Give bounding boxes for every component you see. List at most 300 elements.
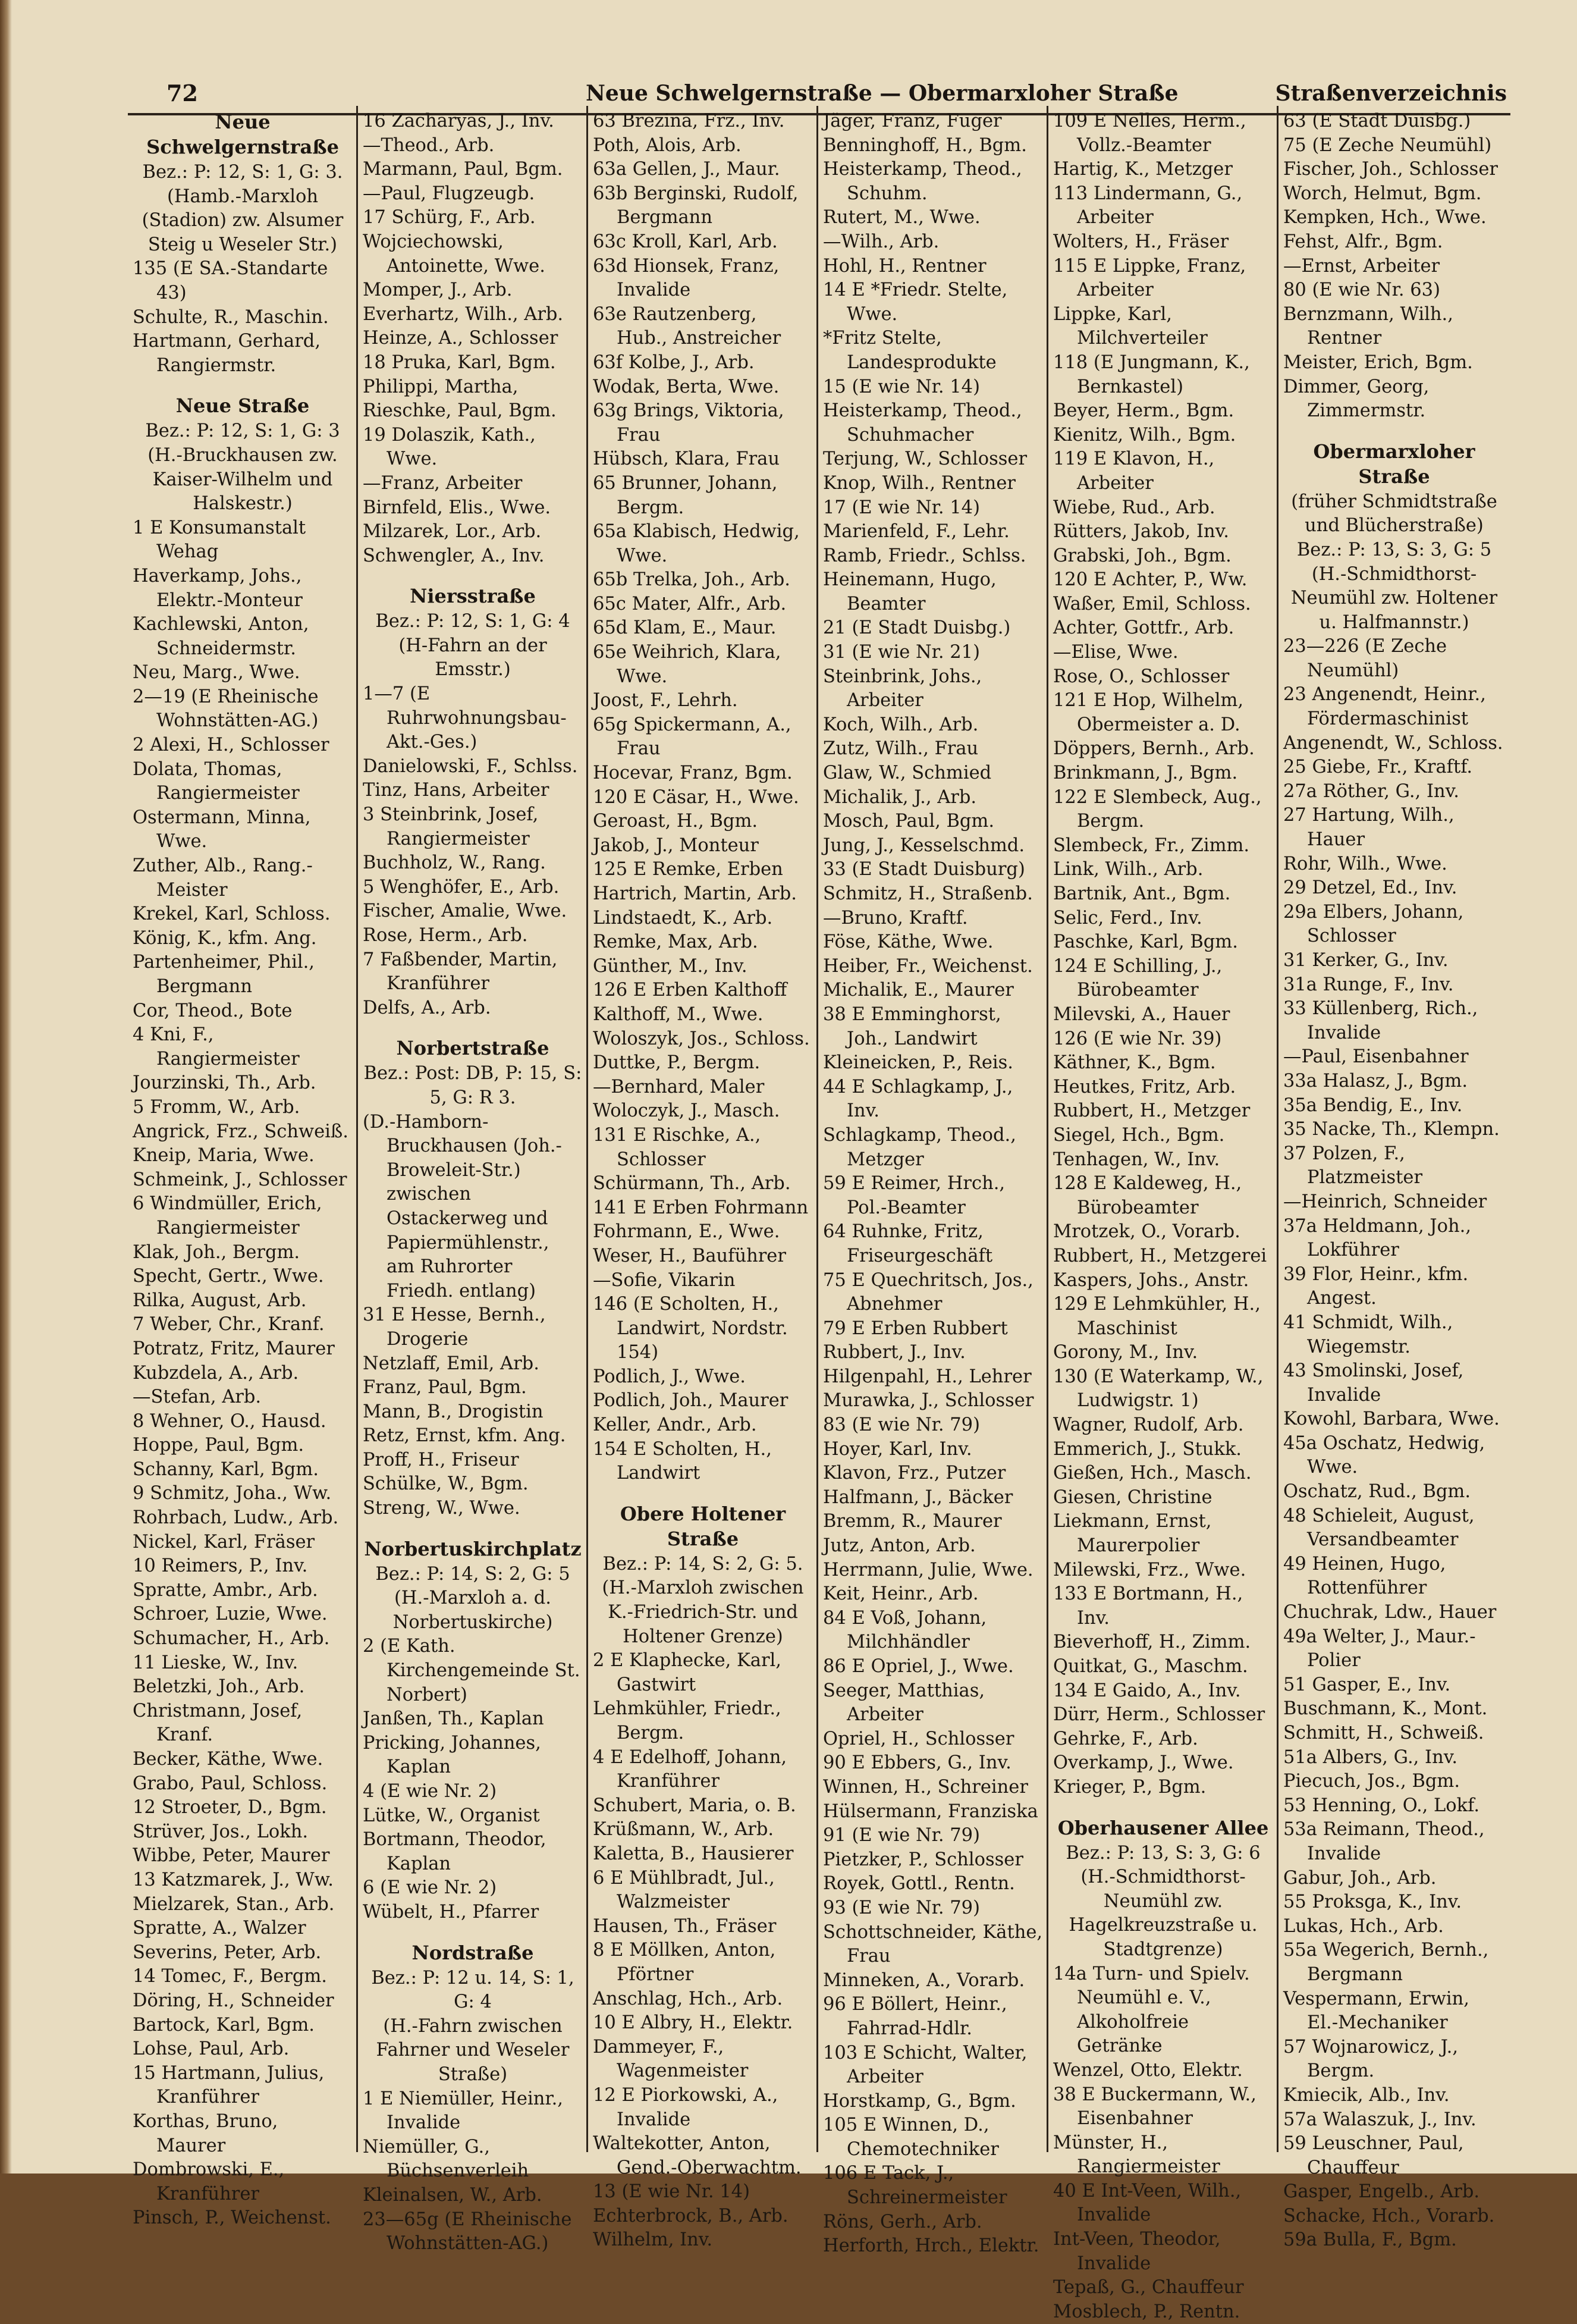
resident-entry: Hoppe, Paul, Bgm.: [133, 1435, 304, 1456]
resident-entry: Korthas, Bruno, Maurer: [133, 2110, 278, 2156]
resident-entry: Wagner, Rudolf, Arb.: [1053, 1415, 1244, 1436]
resident-entry: Schroer, Luzie, Wwe.: [133, 1604, 328, 1625]
resident-entry: 63 Brezina, Frz., Inv.: [593, 111, 785, 131]
resident-entry: 53 Henning, O., Lokf.: [1283, 1795, 1480, 1816]
resident-entry: Woloczyk, J., Masch.: [593, 1100, 780, 1122]
street-heading-niersstrasse: Niersstraße: [410, 585, 536, 608]
resident-entry: Keit, Heinr., Arb.: [823, 1583, 979, 1605]
resident-entry: Grabo, Paul, Schloss.: [133, 1773, 328, 1794]
resident-entry: Schmitz, H., Straßenb.: [823, 883, 1033, 904]
resident-entry: 65c Mater, Alfr., Arb.: [593, 593, 787, 614]
directory-column-1: [128, 106, 358, 2229]
resident-entry: Schulte, R., Maschin.: [133, 306, 329, 328]
resident-entry: 8 Wehner, O., Hausd.: [133, 1410, 326, 1432]
resident-entry: Int-Veen, Theodor, Invalide: [1053, 2229, 1221, 2274]
resident-entry: Heinze, A., Schlosser: [363, 328, 558, 349]
directory-column-6: [1278, 106, 1509, 2251]
resident-entry: Bartock, Karl, Bgm.: [133, 2014, 315, 2036]
resident-entry: 17 Schürg, F., Arb.: [363, 207, 536, 228]
resident-entry: Severins, Peter, Arb.: [133, 1942, 322, 1963]
resident-entry: 39 Flor, Heinr., kfm. Angest.: [1283, 1263, 1469, 1309]
resident-entry: Seeger, Matthias, Arbeiter: [823, 1680, 985, 1726]
resident-entry: 23—226 (E Zeche Neumühl): [1283, 636, 1447, 681]
resident-entry: 12 Stroeter, D., Bgm.: [133, 1797, 327, 1818]
resident-entry: 63f Kolbe, J., Arb.: [593, 352, 755, 373]
resident-entry: —Bernhard, Maler: [593, 1076, 765, 1097]
street-heading-oberhausener-allee: Oberhausener Allee: [1057, 1816, 1269, 1839]
resident-entry: Herrmann, Julie, Wwe.: [823, 1559, 1033, 1580]
resident-entry: 4 (E wie Nr. 2): [363, 1781, 497, 1802]
resident-entry: Döring, H., Schneider: [133, 1990, 334, 2011]
directory-column-2: [358, 106, 588, 2254]
resident-entry: Hohl, H., Rentner: [823, 255, 987, 277]
resident-entry: 31 (E wie Nr. 21): [823, 642, 980, 663]
street-info: (H.-Fahrn zwischen Fahrner und Weseler Straße): [376, 2015, 570, 2085]
resident-entry: Knop, Wilh., Rentner: [823, 472, 1016, 494]
resident-entry: 6 E Mühlbradt, Jul., Walzmeister: [593, 1867, 775, 1913]
resident-entry: Franz, Paul, Bgm.: [363, 1377, 527, 1398]
resident-entry: Becker, Käthe, Wwe.: [133, 1749, 323, 1770]
resident-entry: Emmerich, J., Stukk.: [1053, 1438, 1242, 1460]
resident-entry: 59 E Reimer, Hrch., Pol.-Beamter: [823, 1173, 1006, 1218]
resident-entry: Hilgenpahl, H., Lehrer: [823, 1366, 1032, 1387]
resident-entry: Milewski, Frz., Wwe.: [1053, 1559, 1246, 1580]
resident-entry: Rohrbach, Ludw., Arb.: [133, 1507, 339, 1529]
resident-entry: Lehmkühler, Friedr., Bergm.: [593, 1698, 781, 1743]
resident-entry: Fischer, Amalie, Wwe.: [363, 901, 567, 922]
resident-entry: Rubbert, H., Metzger: [1053, 1100, 1251, 1122]
resident-entry: Cor, Theod., Bote: [133, 1000, 293, 1021]
resident-entry: 1 E Niemüller, Heinr., Invalide: [363, 2088, 563, 2134]
resident-entry: Delfs, A., Arb.: [363, 997, 491, 1018]
resident-entry: 2 E Klaphecke, Karl, Gastwirt: [593, 1650, 782, 1695]
resident-entry: 55 Proksga, K., Inv.: [1283, 1892, 1462, 1913]
resident-entry: 131 E Rischke, A., Schlosser: [593, 1124, 761, 1170]
resident-entry: Heinemann, Hugo, Beamter: [823, 569, 997, 614]
resident-entry: Herforth, Hrch., Elektr.: [823, 2235, 1039, 2257]
resident-entry: Zutz, Wilh., Frau: [823, 738, 979, 760]
resident-entry: Lukas, Hch., Arb.: [1283, 1915, 1444, 1937]
resident-entry: Jäger, Franz, Fuger: [823, 111, 1002, 131]
resident-entry: 63a Gellen, J., Maur.: [593, 159, 780, 180]
street-info: (H.-Bruckhausen zw. Kaiser-Wilhelm und Halskestr.): [147, 444, 338, 515]
resident-entry: Spratte, A., Walzer: [133, 1918, 306, 1939]
resident-entry: 15 (E wie Nr. 14): [823, 376, 980, 397]
resident-entry: Tepaß, G., Chauffeur: [1053, 2277, 1244, 2298]
resident-entry: Bremm, R., Maurer: [823, 1511, 1002, 1532]
resident-entry: 133 E Bortmann, H., Inv.: [1053, 1583, 1243, 1629]
resident-entry: Hausen, Th., Fräser: [593, 1915, 777, 1937]
resident-entry: 7 Weber, Chr., Kranf.: [133, 1314, 325, 1335]
resident-entry: *Fritz Stelte, Landesprodukte: [823, 328, 997, 373]
resident-entry: 6 (E wie Nr. 2): [363, 1877, 497, 1899]
resident-entry: Janßen, Th., Kaplan: [363, 1708, 544, 1730]
resident-entry: 33 (E Stadt Duisburg): [823, 859, 1025, 880]
resident-entry: Proff, H., Friseur: [363, 1449, 519, 1470]
resident-entry: Zuther, Alb., Rang.-Meister: [133, 855, 313, 901]
resident-entry: 53a Reimann, Theod., Invalide: [1283, 1819, 1485, 1864]
resident-entry: Günther, M., Inv.: [593, 955, 747, 977]
resident-entry: Pricking, Johannes, Kaplan: [363, 1732, 541, 1778]
resident-entry: Schürmann, Th., Arb.: [593, 1173, 791, 1194]
resident-entry: 51a Albers, G., Inv.: [1283, 1746, 1458, 1768]
street-info: Bez.: P: 14, S: 2, G: 5: [375, 1563, 570, 1585]
resident-entry: Kalthoff, M., Wwe.: [593, 1003, 764, 1025]
resident-entry: 57a Walaszuk, J., Inv.: [1283, 2109, 1477, 2130]
resident-entry: 124 E Schilling, J., Bürobeamter: [1053, 955, 1223, 1001]
resident-entry: Mann, B., Drogistin: [363, 1401, 544, 1422]
resident-entry: Rohr, Wilh., Wwe.: [1283, 853, 1447, 874]
resident-entry: 14a Turn- und Spielv. Neumühl e. V., Alkoholfreie Getränke: [1053, 1963, 1250, 2057]
resident-entry: 31a Runge, F., Inv.: [1283, 974, 1454, 995]
resident-entry: Fohrmann, E., Wwe.: [593, 1221, 780, 1243]
resident-entry: Jung, J., Kesselschmd.: [823, 835, 1025, 856]
resident-entry: Kmiecik, Alb., Inv.: [1283, 2084, 1450, 2106]
resident-entry: 35a Bendig, E., Inv.: [1283, 1094, 1463, 1116]
resident-entry: Waßer, Emil, Schloss.: [1053, 593, 1251, 614]
resident-entry: Kienitz, Wilh., Bgm.: [1053, 424, 1236, 446]
resident-entry: 65a Klabisch, Hedwig, Wwe.: [593, 521, 800, 566]
resident-entry: Steinbrink, Johs., Arbeiter: [823, 666, 982, 711]
resident-entry: Ramb, Friedr., Schlss.: [823, 545, 1026, 566]
resident-entry: Momper, J., Arb.: [363, 280, 513, 301]
resident-entry: Slembeck, Fr., Zimm.: [1053, 835, 1250, 856]
resident-entry: Rutert, M., Wwe.: [823, 207, 981, 228]
resident-entry: Rose, O., Schlosser: [1053, 666, 1230, 687]
resident-entry: Schülke, W., Bgm.: [363, 1473, 529, 1495]
resident-entry: Murawka, J., Schlosser: [823, 1390, 1034, 1412]
resident-entry: Podlich, J., Wwe.: [593, 1366, 746, 1387]
resident-entry: 11 Lieske, W., Inv.: [133, 1652, 299, 1673]
resident-entry: Gehrke, F., Arb.: [1053, 1728, 1198, 1749]
resident-entry: Dombrowski, E., Kranführer: [133, 2159, 285, 2204]
resident-entry: 91 (E wie Nr. 79): [823, 1825, 980, 1846]
resident-entry: Koch, Wilh., Arb.: [823, 714, 979, 735]
resident-entry: 109 E Nelles, Herm., Vollz.-Beamter: [1053, 111, 1246, 156]
resident-entry: Strüver, Jos., Lokh.: [133, 1821, 309, 1842]
resident-entry: Neu, Marg., Wwe.: [133, 662, 300, 683]
directory-column-4: [818, 106, 1048, 2257]
resident-entry: Schumacher, H., Arb.: [133, 1628, 330, 1649]
resident-entry: Bernzmann, Wilh., Rentner: [1283, 303, 1453, 349]
resident-entry: 8 E Möllken, Anton, Pförtner: [593, 1940, 776, 1985]
resident-entry: Dammeyer, F., Wagenmeister: [593, 2036, 749, 2082]
street-info: Bez.: Post: DB, P: 15, S: 5, G: R 3.: [363, 1063, 582, 1108]
resident-entry: 6 Windmüller, Erich, Rangiermeister: [133, 1193, 322, 1238]
street-heading-obermarxloher-strasse: Obermarxloher Straße: [1313, 440, 1475, 488]
resident-entry: Röns, Gerh., Arb.: [823, 2211, 982, 2232]
resident-entry: 48 Schieleit, August, Versandbeamter: [1283, 1505, 1475, 1551]
resident-entry: 57 Wojnarowicz, J., Bergm.: [1283, 2036, 1459, 2082]
resident-entry: Achter, Gottfr., Arb.: [1053, 617, 1234, 639]
resident-entry: 14 Tomec, F., Bergm.: [133, 1966, 327, 1987]
resident-entry: Beyer, Herm., Bgm.: [1053, 400, 1234, 422]
resident-entry: Bieverhoff, H., Zimm.: [1053, 1632, 1251, 1653]
resident-entry: Potratz, Fritz, Maurer: [133, 1338, 335, 1359]
resident-entry: Royek, Gottl., Rentn.: [823, 1873, 1015, 1895]
resident-entry: Wodak, Berta, Wwe.: [593, 376, 780, 397]
resident-entry: Oschatz, Rud., Bgm.: [1283, 1481, 1471, 1503]
resident-entry: 27 Hartung, Wilh., Hauer: [1283, 805, 1455, 851]
resident-entry: Podlich, Joh., Maurer: [593, 1390, 788, 1412]
resident-entry: Michalik, J., Arb.: [823, 786, 977, 808]
resident-entry: 63d Hionsek, Franz, Invalide: [593, 255, 780, 301]
street-info: Bez.: P: 14, S: 2, G: 5.: [602, 1553, 803, 1575]
resident-entry: Haverkamp, Johs., Elektr.-Monteur: [133, 565, 303, 611]
resident-entry: Buchholz, W., Rang.: [363, 852, 546, 874]
resident-entry: Overkamp, J., Wwe.: [1053, 1752, 1234, 1774]
resident-entry: 125 E Remke, Erben: [593, 859, 783, 880]
resident-entry: 119 E Klavon, H., Arbeiter: [1053, 449, 1215, 494]
resident-entry: Klak, Joh., Bergm.: [133, 1241, 300, 1263]
resident-entry: Hartig, K., Metzger: [1053, 159, 1233, 180]
resident-entry: 141 E Erben Fohrmann: [593, 1197, 809, 1218]
resident-entry: Lippke, Karl, Milchverteiler: [1053, 303, 1208, 349]
resident-entry: Vespermann, Erwin, El.-Mechaniker: [1283, 1988, 1469, 2034]
resident-entry: Föse, Käthe, Wwe.: [823, 932, 994, 953]
resident-entry: 129 E Lehmkühler, H., Maschinist: [1053, 1294, 1261, 1339]
resident-entry: 31 Kerker, G., Inv.: [1283, 950, 1449, 971]
resident-entry: (D.-Hamborn-Bruckhausen (Joh.-Broweleit-Str.) zwischen Ostackerweg und Papiermühlenstr., am Ruhrorter Friedh. entlang): [363, 1111, 562, 1301]
resident-entry: 126 E Erben Kalthoff: [593, 980, 787, 1001]
resident-entry: König, K., kfm. Ang.: [133, 927, 317, 949]
resident-entry: 55a Wegerich, Bernh., Bergmann: [1283, 1940, 1489, 1985]
resident-entry: 49a Welter, J., Maur.-Polier: [1283, 1626, 1476, 1671]
resident-entry: —Franz, Arbeiter: [363, 472, 523, 494]
resident-entry: Benninghoff, H., Bgm.: [823, 134, 1027, 156]
resident-entry: 12 E Piorkowski, A., Invalide: [593, 2084, 778, 2130]
resident-entry: 29 Detzel, Ed., Inv.: [1283, 877, 1457, 899]
resident-entry: 10 E Albry, H., Elektr.: [593, 2012, 793, 2034]
resident-entry: 51 Gasper, E., Inv.: [1283, 1674, 1451, 1695]
resident-entry: Schmitt, H., Schweiß.: [1283, 1723, 1484, 1743]
resident-entry: Philippi, Martha,: [363, 376, 519, 397]
resident-entry: 1 E Konsumanstalt Wehag: [133, 517, 306, 563]
resident-entry: Schubert, Maria, o. B.: [593, 1795, 796, 1816]
resident-entry: 4 E Edelhoff, Johann, Kranführer: [593, 1746, 787, 1792]
resident-entry: 10 Reimers, P., Inv.: [133, 1555, 308, 1577]
resident-entry: Partenheimer, Phil., Bergmann: [133, 952, 315, 997]
resident-entry: 25 Giebe, Fr., Kraftf.: [1283, 757, 1473, 778]
resident-entry: 63 (E Stadt Duisbg.): [1283, 111, 1471, 131]
street-info: (Hamb.-Marxloh (Stadion) zw. Alsumer Steig u Weseler Str.): [142, 186, 344, 255]
resident-entry: Halfmann, J., Bäcker: [823, 1486, 1013, 1508]
resident-entry: 121 E Hop, Wilhelm, Obermeister a. D.: [1053, 690, 1244, 735]
resident-entry: 75 E Quechritsch, Jos., Abnehmer: [823, 1269, 1033, 1315]
street-heading-norbertuskirchplatz: Norbertuskirchplatz: [364, 1537, 582, 1560]
street-info: Bez.: P: 12, S: 1, G: 4: [375, 611, 570, 632]
resident-entry: Danielowski, F., Schlss.: [363, 755, 578, 777]
resident-entry: Weser, H., Bauführer: [593, 1245, 786, 1266]
resident-entry: —Theod., Arb.: [363, 134, 495, 156]
page-edge: [0, 0, 12, 2174]
resident-entry: Dolata, Thomas, Rangiermeister: [133, 758, 300, 804]
resident-entry: Gorony, M., Inv.: [1053, 1342, 1198, 1363]
resident-entry: 122 E Slembeck, Aug., Bergm.: [1053, 786, 1262, 832]
resident-entry: Piecuch, Jos., Bgm.: [1283, 1771, 1460, 1792]
resident-entry: 15 Hartmann, Julius, Kranführer: [133, 2062, 325, 2108]
resident-entry: 103 E Schicht, Walter, Arbeiter: [823, 2042, 1028, 2088]
resident-entry: 2 (E Kath. Kirchengemeinde St. Norbert): [363, 1636, 580, 1705]
resident-entry: 23 Angenendt, Heinr., Fördermaschinist: [1283, 684, 1486, 730]
resident-entry: Jutz, Anton, Arb.: [823, 1535, 976, 1557]
resident-entry: Terjung, W., Schlosser: [823, 449, 1028, 470]
resident-entry: Milevski, A., Hauer: [1053, 1003, 1230, 1025]
directory-column-3: [588, 106, 818, 2251]
street-range: Neue Schwelgernstraße — Obermarxloher Straße: [586, 81, 1179, 106]
resident-entry: Opriel, H., Schlosser: [823, 1728, 1014, 1749]
resident-entry: Kachlewski, Anton, Schneidermstr.: [133, 614, 309, 659]
resident-entry: Michalik, E., Maurer: [823, 980, 1014, 1001]
resident-entry: Ostermann, Minna, Wwe.: [133, 807, 311, 852]
resident-entry: Marmann, Paul, Bgm.: [363, 159, 563, 180]
resident-entry: Paschke, Karl, Bgm.: [1053, 932, 1238, 953]
resident-entry: 86 E Opriel, J., Wwe.: [823, 1656, 1014, 1677]
resident-entry: 59 Leuschner, Paul, Chauffeur: [1283, 2133, 1464, 2178]
resident-entry: Rubbert, J., Inv.: [823, 1342, 966, 1363]
resident-entry: 17 (E wie Nr. 14): [823, 497, 980, 518]
resident-entry: Bartnik, Ant., Bgm.: [1053, 883, 1231, 904]
resident-entry: Grabski, Joh., Bgm.: [1053, 545, 1232, 566]
resident-entry: Birnfeld, Elis., Wwe.: [363, 497, 551, 518]
resident-entry: 113 Lindermann, G., Arbeiter: [1053, 183, 1243, 228]
resident-entry: Siegel, Hch., Bgm.: [1053, 1124, 1225, 1146]
resident-entry: Jourzinski, Th., Arb.: [133, 1072, 316, 1094]
resident-entry: 44 E Schlagkamp, J., Inv.: [823, 1076, 1013, 1122]
resident-entry: Christmann, Josef, Kranf.: [133, 1700, 303, 1746]
resident-entry: 118 (E Jungmann, K., Bernkastel): [1053, 352, 1250, 397]
resident-entry: Heisterkamp, Theod., Schuhm.: [823, 159, 1022, 204]
resident-entry: Hartrich, Martin, Arb.: [593, 883, 797, 904]
resident-entry: Schlagkamp, Theod., Metzger: [823, 1124, 1016, 1170]
resident-entry: 38 E Emminghorst, Joh., Landwirt: [823, 1003, 1001, 1049]
resident-entry: Fehst, Alfr., Bgm.: [1283, 231, 1443, 252]
resident-entry: 33a Halasz, J., Bgm.: [1283, 1070, 1468, 1092]
resident-entry: Mosblech, P., Rentn.: [1053, 2301, 1240, 2322]
resident-entry: 1—7 (E Ruhrwohnungsbau-Akt.-Ges.): [363, 683, 567, 753]
street-heading-neue-schwelgernstrasse: Neue Schwelgernstraße: [146, 111, 339, 158]
resident-entry: 2 Alexi, H., Schlosser: [133, 735, 329, 756]
resident-entry: Wolters, H., Fräser: [1053, 231, 1229, 252]
resident-entry: Schanny, Karl, Bgm.: [133, 1459, 319, 1480]
street-info: (H.-Marxloh zwischen K.-Friedrich-Str. und Holtener Grenze): [602, 1577, 804, 1647]
resident-entry: 134 E Gaido, A., Inv.: [1053, 1680, 1241, 1701]
resident-entry: Mrotzek, O., Vorarb.: [1053, 1221, 1240, 1243]
resident-entry: Kleinalsen, W., Arb.: [363, 2184, 542, 2206]
resident-entry: 41 Schmidt, Wilh., Wiegemstr.: [1283, 1312, 1453, 1357]
resident-entry: Wojciechowski, Antoinette, Wwe.: [363, 231, 545, 277]
resident-entry: 2—19 (E Rheinische Wohnstätten-AG.): [133, 686, 319, 732]
resident-entry: Keller, Andr., Arb.: [593, 1415, 757, 1436]
resident-entry: Rieschke, Paul, Bgm.: [363, 400, 557, 422]
resident-entry: 31 E Hesse, Bernh., Drogerie: [363, 1304, 546, 1350]
resident-entry: Bortmann, Theodor, Kaplan: [363, 1829, 546, 1874]
resident-entry: Käthner, K., Bgm.: [1053, 1052, 1216, 1074]
resident-entry: Tinz, Hans, Arbeiter: [363, 780, 549, 801]
resident-entry: Klavon, Frz., Putzer: [823, 1463, 1006, 1484]
resident-entry: 106 E Tack, J., Schreinermeister: [823, 2163, 1007, 2209]
resident-entry: 13 Katzmarek, J., Ww.: [133, 1869, 334, 1890]
resident-entry: Hülsermann, Franziska: [823, 1801, 1038, 1822]
resident-entry: 146 (E Scholten, H., Landwirt, Nordstr. 154): [593, 1294, 788, 1363]
street-info: (H.-Schmidthorst-Neumühl zw. Holtener u. Halfmannstr.): [1290, 563, 1498, 633]
resident-entry: 19 Dolaszik, Kath., Wwe.: [363, 424, 536, 470]
resident-entry: 4 Kni, F., Rangiermeister: [133, 1024, 300, 1070]
resident-entry: Jakob, J., Monteur: [593, 835, 759, 856]
resident-entry: Rubbert, H., Metzgerei: [1053, 1245, 1267, 1266]
resident-entry: 115 E Lippke, Franz, Arbeiter: [1053, 255, 1246, 301]
street-info: Bez.: P: 13, S: 3, G: 5: [1296, 539, 1492, 560]
resident-entry: Schacke, Hch., Vorarb.: [1283, 2205, 1495, 2226]
resident-entry: Angrick, Frz., Schweiß.: [133, 1121, 348, 1142]
resident-entry: 5 Wenghöfer, E., Arb.: [363, 876, 560, 898]
resident-entry: 43 Smolinski, Josef, Invalide: [1283, 1360, 1464, 1406]
resident-entry: 65d Klam, E., Maur.: [593, 617, 777, 639]
resident-entry: Rose, Herm., Arb.: [363, 925, 528, 946]
resident-entry: 90 E Ebbers, G., Inv.: [823, 1752, 1011, 1774]
resident-entry: 93 (E wie Nr. 79): [823, 1897, 980, 1918]
resident-entry: 80 (E wie Nr. 63): [1283, 280, 1440, 301]
directory-columns: [128, 106, 1510, 2322]
resident-entry: Netzlaff, Emil, Arb.: [363, 1353, 539, 1374]
resident-entry: —Stefan, Arb.: [133, 1387, 262, 1408]
resident-entry: Joost, F., Lehrh.: [593, 690, 738, 711]
resident-entry: Mielzarek, Stan., Arb.: [133, 1893, 335, 1915]
resident-entry: 35 Nacke, Th., Klempn.: [1283, 1119, 1500, 1140]
resident-entry: Schwengler, A., Inv.: [363, 545, 545, 566]
resident-entry: Wübelt, H., Pfarrer: [363, 1901, 539, 1922]
resident-entry: Wibbe, Peter, Maurer: [133, 1845, 330, 1867]
resident-entry: Hartmann, Gerhard, Rangiermstr.: [133, 331, 321, 376]
resident-entry: 65g Spickermann, A., Frau: [593, 714, 791, 760]
resident-entry: 13 (E wie Nr. 14): [593, 2181, 750, 2203]
resident-entry: Niemüller, G., Büchsenverleih: [363, 2136, 529, 2182]
resident-entry: Kleineicken, P., Reis.: [823, 1052, 1013, 1074]
resident-entry: —Heinrich, Schneider: [1283, 1191, 1487, 1212]
resident-entry: Lütke, W., Organist: [363, 1805, 540, 1826]
street-heading-norbertstrasse: Norbertstraße: [396, 1037, 549, 1060]
street-heading-nordstrasse: Nordstraße: [411, 1941, 534, 1964]
resident-entry: 5 Fromm, W., Arb.: [133, 1096, 300, 1118]
resident-entry: Everhartz, Wilh., Arb.: [363, 303, 564, 325]
resident-entry: Heutkes, Fritz, Arb.: [1053, 1076, 1236, 1097]
resident-entry: Gabur, Joh., Arb.: [1283, 1867, 1437, 1889]
resident-entry: 84 E Voß, Johann, Milchhändler: [823, 1607, 987, 1653]
resident-entry: Pietzker, P., Schlosser: [823, 1849, 1023, 1870]
resident-entry: 64 Ruhnke, Fritz, Friseurgeschäft: [823, 1221, 993, 1266]
resident-entry: Rütters, Jakob, Inv.: [1053, 521, 1229, 542]
resident-entry: 79 E Erben Rubbert: [823, 1318, 1008, 1339]
resident-entry: 128 E Kaldeweg, H., Bürobeamter: [1053, 1173, 1242, 1218]
resident-entry: Lohse, Paul, Arb.: [133, 2038, 290, 2060]
resident-entry: Kubzdela, A., Arb.: [133, 1362, 299, 1384]
resident-entry: Tenhagen, W., Inv.: [1053, 1149, 1220, 1170]
resident-entry: 65b Trelka, Joh., Arb.: [593, 569, 790, 591]
resident-entry: Angenendt, W., Schloss.: [1283, 732, 1503, 754]
resident-entry: Gießen, Hch., Masch.: [1053, 1463, 1252, 1484]
resident-entry: Hoyer, Karl, Inv.: [823, 1438, 972, 1460]
resident-entry: Schmeink, J., Schlosser: [133, 1169, 347, 1190]
resident-entry: Brinkmann, J., Bgm.: [1053, 763, 1238, 784]
resident-entry: Kaletta, B., Hausierer: [593, 1843, 794, 1864]
resident-entry: 37 Polzen, F., Platzmeister: [1283, 1143, 1423, 1188]
resident-entry: Fischer, Joh., Schlosser: [1283, 159, 1498, 180]
street-info: Bez.: P: 12, S: 1, G: 3.: [142, 162, 343, 183]
resident-entry: 38 E Buckermann, W., Eisenbahner: [1053, 2084, 1256, 2129]
resident-entry: 75 (E Zeche Neumühl): [1283, 134, 1492, 156]
resident-entry: Winnen, H., Schreiner: [823, 1776, 1028, 1798]
resident-entry: Duttke, P., Bergm.: [593, 1052, 761, 1074]
